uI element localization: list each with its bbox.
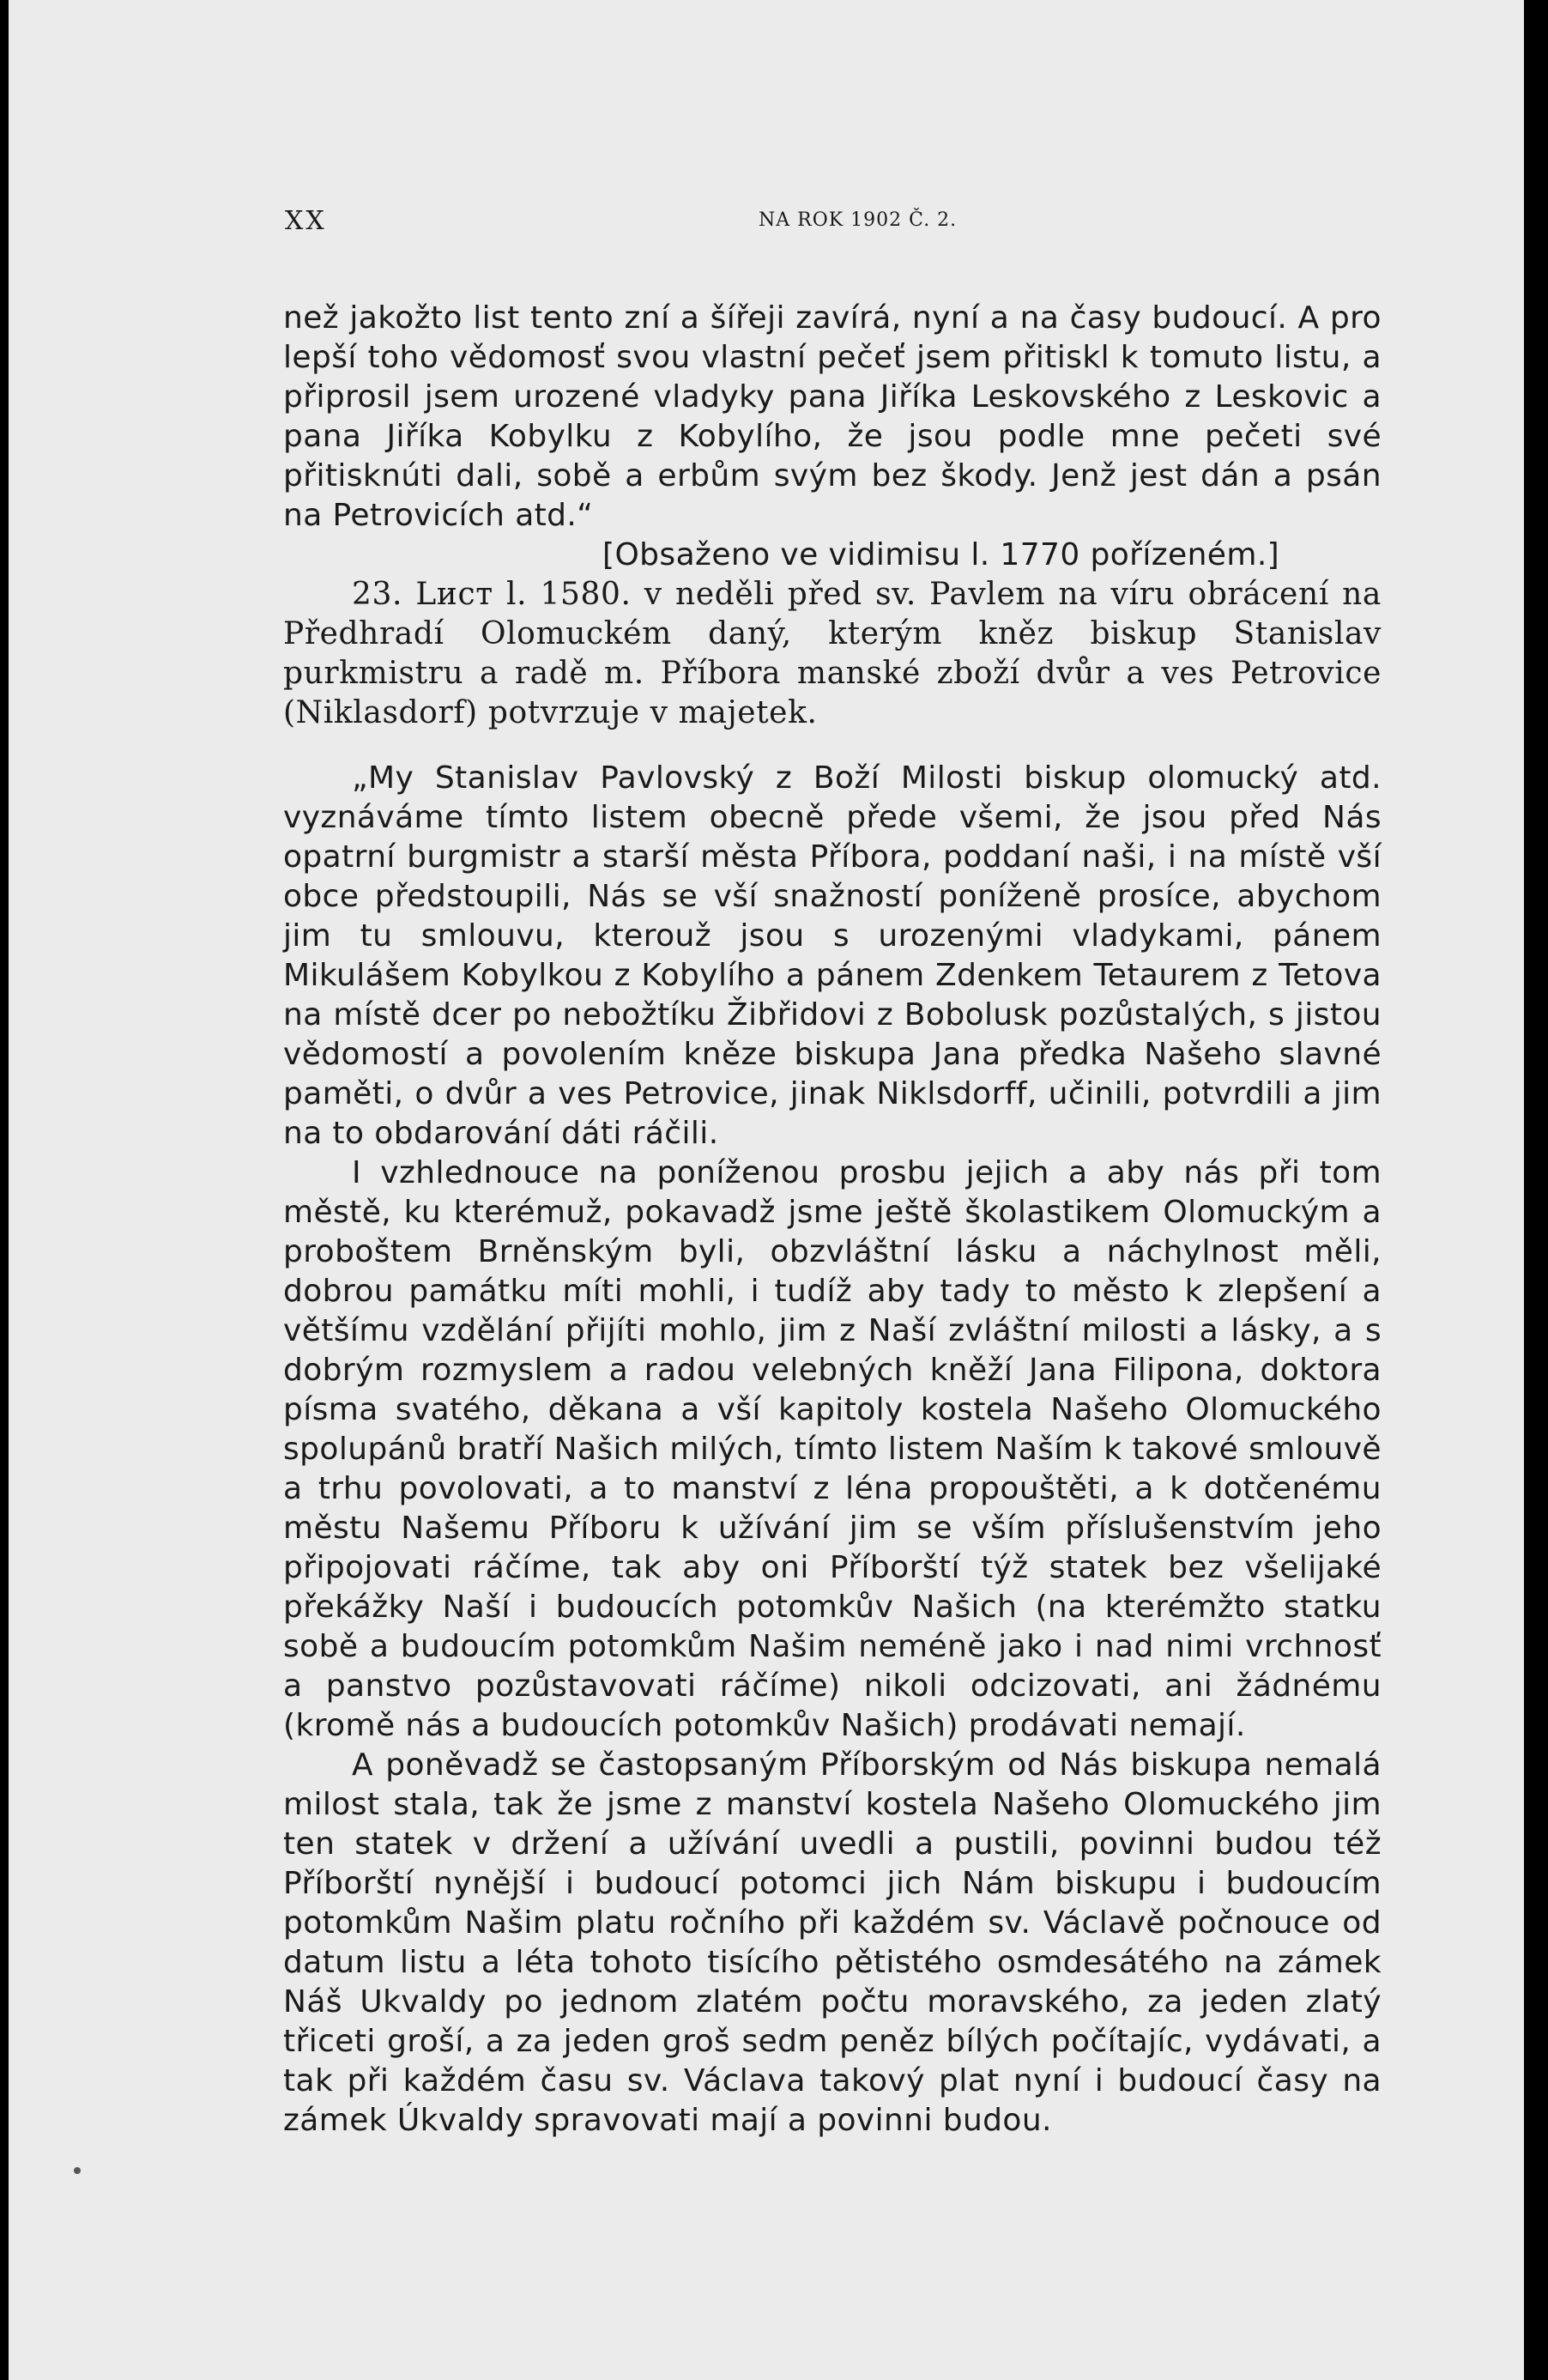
paragraph-charter-opening: „My Stanislav Pavlovský z Boží Milosti biskup olomucký atd. vyznáváme tímto listem obecně přede všemi, že jsou před Nás opatrní burgmistr a starší města Příbora, poddaní naši, i na místě vší obce předstoupili, Nás se vší snažností poníženě prosíce, abychom jim tu smlouvu, kterouž jsou s urozenými vladykami, pánem Mikulášem Kobylkou z Kobylího a pánem Zdenkem Tetaurem z Tetova na místě dcer po nebožtíku Žibřidovi z Bobolusk pozůstalých, s jistou vědomostí a povolením kněze biskupa Jana předka Našeho slavné paměti, o dvůr a ves Petrovice, jinak Niklsdorff, učinili, potvrdili a jim na to obdarování dáti ráčili.	[283, 760, 1382, 1151]
document-page	[9, 0, 1524, 2380]
body-text	[283, 299, 1382, 2141]
paragraph-charter-3: A poněvadž se častopsaným Příborským od Nás biskupa nemalá milost stala, tak že jsme z manství kostela Našeho Olomuckého jim ten statek v držení a užívání uvedli a pustili, povinni budou též Příborští nynější i budoucí potomci jich Nám biskupu i budoucím potomkům Našim platu ročního při každém sv. Václavě počnouce od datum listu a léta tohoto tisícího pětistého osmdesátého na zámek Náš Ukvaldy po jednom zlatém počtu moravského, za jeden zlatý třiceti groší, a za jeden groš sedm peněz bílých počítajíc, vydávati, a tak při každém času sv. Václava takový plat nyní i budoucí časy na zámek Úkvaldy spravovati mají a povinni budou.	[283, 1747, 1382, 2138]
paragraph-1: než jakožto list tento zní a šířeji zavírá, nyní a na časy budoucí. A pro lepší toho vědomosť svou vlastní pečeť jsem přitiskl k tomuto listu, a připrosil jsem urozené vladyky pana Jiříka Leskovského z Leskovic a pana Jiříka Kobylku z Kobylího, že jsou podle mne pečeti své přitisknúti dali, sobě a erbům svým bez škody. Jenž jest dán a psán na Petrovicích atd.“	[283, 300, 1382, 533]
paragraph-entry-heading: 23. Lист l. 1580. v neděli před sv. Pavlem na víru obrácení na Předhradí Olomuckém daný, kterým kněz biskup Stanislav purkmistru a radě m. Příbora manské zboží dvůr a ves Petrovice (Niklasdorf) potvrzuje v majetek.	[283, 577, 1382, 730]
page-number: XX	[285, 206, 327, 236]
running-head: NA ROK 1902 Č. 2.	[759, 209, 958, 231]
margin-speck	[74, 2167, 81, 2174]
page-header	[285, 206, 1383, 240]
paragraph-charter-2: I vzhlednouce na poníženou prosbu jejich a aby nás při tom městě, ku kterémuž, pokavadž jsme ještě školastikem Olomuckým a proboštem Brněnským byli, obzvláštní lásku a náchylnost měli, dobrou památku míti mohli, i tudíž aby tady to město k zlepšení a většímu vzdělání přijíti mohlo, jim z Naší zvláštní milosti a lásky, a s dobrým rozmyslem a radou velebných kněží Jana Filipona, doktora písma svatého, děkana a vší kapitoly kostela Našeho Olomuckého spolupánů bratří Našich milých, tímto listem Naším k takové smlouvě a trhu povolovati, a to manství z léna propouštěti, a k dotčenému městu Našemu Příboru k užívání jim se vším příslušenstvím jeho připojovati ráčíme, tak aby oni Příborští týž statek bez všelijaké překážky Naší i budoucích potomkův Našich (na kterémžto statku sobě a budoucím potomkům Našim neméně jako i nad nimi vrchnosť a panstvo pozůstavovati ráčíme) nikoli odcizovati, ani žádnému (kromě nás a budoucích potomkův Našich) prodávati nemají.	[283, 1155, 1382, 1743]
paragraph-source-note: [Obsaženo ve vidimisu l. 1770 pořízeném.]	[602, 537, 1280, 572]
